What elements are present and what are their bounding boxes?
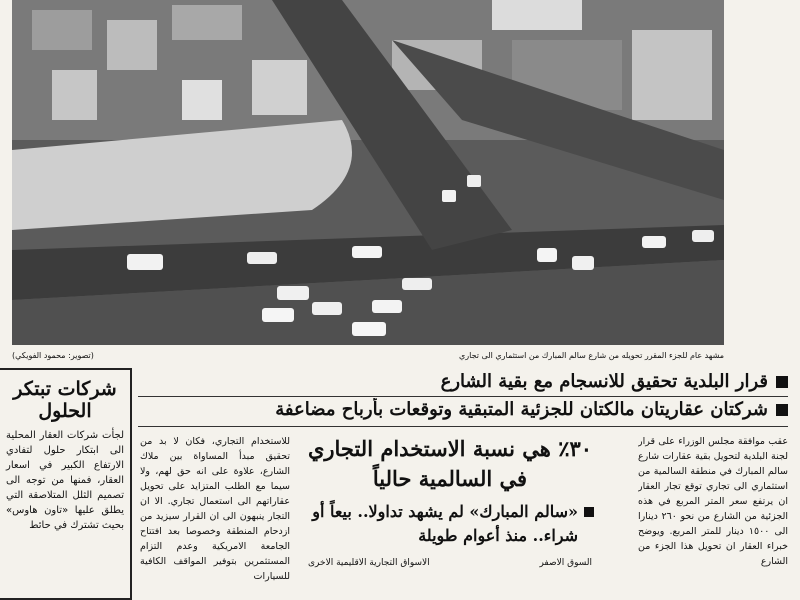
headline-1: [158, 370, 788, 394]
aerial-photo: [12, 0, 724, 345]
label-right: السوق الاصفر: [539, 558, 592, 568]
photo-credit: (تصوير: محمود الفويكي): [12, 351, 94, 360]
aerial-photo-icon: [12, 0, 724, 345]
label-left: الاسواق التجارية الاقليمية الاخرى: [308, 558, 430, 568]
article-mid-sub-text: «سالم المبارك» لم يشهد تداولا.. بيعاً أو شراء.. منذ أعوام طويلة: [312, 502, 578, 545]
article-mid-title: ٣٠٪ هي نسبة الاستخدام التجاري في السالمية حالياً: [307, 436, 593, 491]
article-labels: [300, 558, 600, 568]
photo-caption: مشهد عام للجزء المقرر تحويله من شارع سالم المبارك من استثماري الى تجاري: [459, 351, 724, 360]
photo-caption-line: [12, 347, 724, 365]
article-right-column: عقب موافقة مجلس الوزراء على قرار لجنة البلدية لتحويل بقية عقارات شارع سالم المبارك في منطقة السالمية من استثماري الى تجاري توقع تجار العقار ان يرتفع سعر المتر المربع في هذه الجزئية من الشارع من نحو ٢٦٠ دينارا الى ١٥٠٠ دينار للمتر المربع. ويوضح خبراء العقار ان تحويل هذا الجزء من الشارع: [638, 436, 788, 567]
bullet-square-icon: [776, 404, 788, 416]
bullet-square-icon: [776, 376, 788, 388]
headline-2-text: شركتان عقاريتان مالكتان للجزئية المتبقية وتوقعات بأرباح مضاعفة: [275, 399, 768, 420]
divider: [138, 396, 788, 397]
sidebar-body: لجأت شركات العقار المحلية الى ابتكار حلول لتفادي الارتفاع الكبير في اسعار العقار، فمنها من توجه الى تصميم الثلل المتلاصقة التي يطلق عليها «تاون هاوس» بحيث تشترك في حائط: [6, 430, 124, 531]
article-mid-sub: [300, 500, 600, 548]
headline-2: [158, 398, 788, 422]
sidebar-box: [0, 368, 132, 600]
article-middle: [300, 434, 600, 600]
bullet-square-icon: [584, 507, 594, 517]
article-left-column: للاستخدام التجاري، فكان لا بد من تحقيق مبدأ المساواة بين ملاك الشارع، علاوة على انه حق لهم، ولا سيما مع الطلب المتزايد على تحويل عقاراتهم الى استعمال تجاري. الا ان التجار ينبهون الى ان القرار سيزيد من ازدحام المنطقة وخصوصا بعد افتتاح الجامعة الامريكية وعدم التزام المستثمرين بتوفير المواقف الكافية للسيارات: [140, 436, 290, 582]
headline-1-text: قرار البلدية تحقيق للانسجام مع بقية الشارع: [440, 371, 768, 392]
divider: [138, 426, 788, 427]
sidebar-title: شركات تبتكر الحلول: [13, 378, 117, 422]
